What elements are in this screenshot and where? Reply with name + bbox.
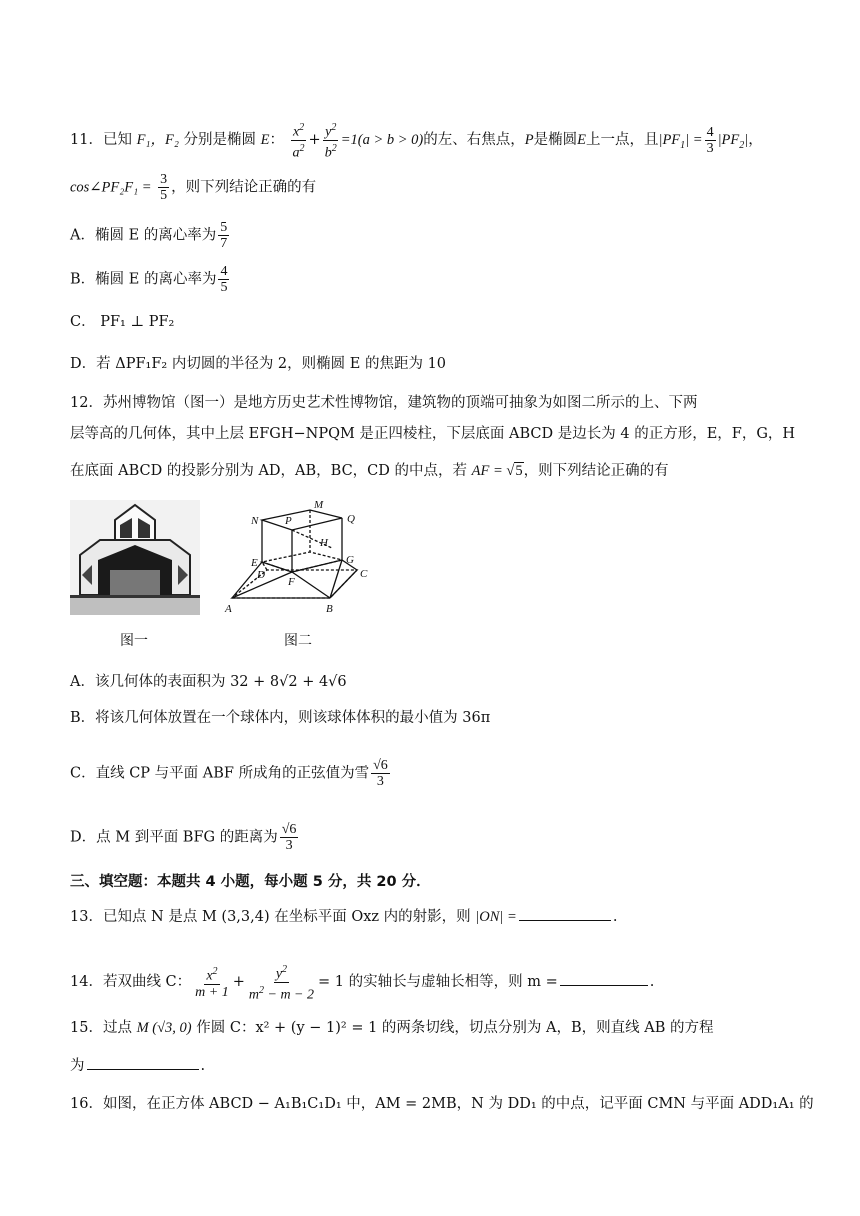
q12-c-num: √6 — [373, 758, 388, 773]
museum-photo — [70, 500, 200, 615]
q15-line1 — [70, 1018, 714, 1038]
q11-tail: ，则下列结论正确的有 — [171, 179, 317, 196]
q15-point: M (√3, 0) — [136, 1020, 192, 1036]
frac-4-3: $\frac{4}{3}$ — [706, 124, 714, 156]
q11-option-d: D．若 ΔPF₁F₂ 内切圆的半径为 2，则椭圆 E 的焦距为 10 — [70, 356, 447, 372]
q12-d-den: 3 — [285, 838, 293, 853]
q11-option-c: C． PF₁ ⊥ PF₂ — [70, 314, 175, 330]
svg-text:C: C — [360, 568, 368, 580]
q15-end: . — [200, 1058, 206, 1074]
figure1-caption: 图一 — [120, 633, 148, 649]
q13 — [70, 907, 617, 927]
q11-condition: (a > b > 0) — [357, 132, 424, 149]
q12-d-frac — [280, 822, 299, 853]
q15-text-c: 作圆 C：x² + (y − 1)² = 1 的两条切线，切点分别为 A，B，则直线 AB 的方程 — [196, 1020, 714, 1036]
q11-ellipse: E — [260, 132, 270, 149]
q14-text-a: 14．若双曲线 C： — [70, 974, 192, 991]
q12-c-frac — [371, 758, 390, 789]
svg-text:D: D — [257, 569, 265, 581]
q11-cos: cos∠PF₂F₁ = — [70, 179, 152, 196]
section-heading: 三、填空题：本题共 4 小题，每小题 5 分，共 20 分． — [70, 874, 431, 890]
frac-x2-m1: $\frac{x^2}{m + 1}$ — [195, 966, 229, 1000]
q15-line2 — [70, 1056, 205, 1076]
q14-end: . — [649, 974, 655, 991]
q11-option-b-text: B．椭圆 E 的离心率为 — [70, 271, 217, 288]
figure2-caption: 图二 — [284, 633, 312, 649]
q11-option-a-text: A．椭圆 E 的离心率为 — [70, 227, 217, 244]
q16-line1: 16．如图，在正方体 ABCD − A₁B₁C₁D₁ 中，AM = 2MB，N 为 DD₁ 的中点，记平面 CMN 与平面 ADD₁A₁ 的 — [70, 1096, 814, 1112]
svg-text:N: N — [251, 515, 259, 527]
frac-3-5: $\frac{3}{5}$ — [160, 172, 168, 203]
svg-text:G: G — [346, 554, 354, 566]
q11-mid2: 是椭圆 — [533, 132, 578, 149]
q11-mid3: 上一点，且 — [585, 132, 659, 149]
solid-diagram — [222, 500, 382, 620]
q11-b-den: 5 — [220, 280, 228, 295]
q14-answer-blank[interactable] — [560, 985, 648, 986]
q12-option-b: B．将该几何体放置在一个球体内，则该球体体积的最小值为 36π — [70, 710, 491, 726]
q14: 14．若双曲线 C： $\frac{x^2}{m + 1}$ + $\frac{y^2}{m^2 - m - 2}$ = 1 的实轴长与虚轴长相等，则 m = . — [70, 964, 655, 1003]
q12-line3-b: ，则下列结论正确的有 — [523, 463, 669, 479]
svg-text:H: H — [320, 537, 328, 549]
q11-b-num: 4 — [220, 264, 228, 279]
svg-text:F: F — [288, 576, 295, 588]
q12-line3: 在底面 ABCD 的投影分别为 AD，AB，BC，CD 的中点，若 AF = √5，则下列结论正确的有 — [70, 463, 669, 479]
q12-option-d — [70, 822, 300, 853]
svg-text:M: M — [314, 500, 324, 511]
q11-a-den: 7 — [220, 236, 228, 251]
frac-y2-b2: $\frac{y^2}{b^2}$ — [324, 122, 337, 161]
q11-prefix: 11．已知 — [70, 132, 132, 149]
q12-c-den: 3 — [376, 774, 384, 789]
q12-d-num: √6 — [281, 822, 297, 837]
q13-on: |ON| = — [475, 909, 517, 925]
q11-option-a — [70, 220, 231, 251]
q11-option-b-frac — [218, 264, 229, 295]
q12-option-a: A．该几何体的表面积为 32 + 8√2 + 4√6 — [70, 674, 347, 690]
q11-a-num: 5 — [220, 220, 228, 235]
svg-text:E: E — [251, 557, 258, 569]
q11-foci: F₁，F₂ — [136, 132, 179, 149]
q12-line3-a: 在底面 ABCD 的投影分别为 AD，AB，BC，CD 的中点，若 — [70, 463, 468, 479]
q13-end: . — [612, 909, 618, 925]
q12-line1: 12．苏州博物馆（图一）是地方历史艺术性博物馆，建筑物的顶端可抽象为如图二所示的上、下两 — [70, 395, 698, 411]
q12-option-c-text: C．直线 CP 与平面 ABF 所成角的正弦值为雪 — [70, 765, 370, 782]
q11-line2 — [70, 172, 316, 203]
q15-text-a: 15．过点 — [70, 1020, 132, 1036]
svg-text:P: P — [285, 515, 292, 527]
q11-ellipse-2: E — [577, 132, 586, 149]
svg-text:Q: Q — [347, 513, 355, 525]
q12-option-c — [70, 758, 392, 789]
q14-text-b: = 1 的实轴长与虚轴长相等，则 m = — [318, 974, 558, 991]
svg-text:B: B — [326, 603, 333, 615]
q11-sep: 分别是椭圆 — [183, 132, 256, 149]
q12-line2: 层等高的几何体，其中上层 EFGH−NPQM 是正四棱柱，下层底面 ABCD 是边长为 4 的正方形，E，F，G，H — [70, 426, 796, 442]
q11-mid: 的左、右焦点， — [423, 132, 525, 149]
frac-x2-a2: $\frac{x^2}{a^2}$ — [292, 122, 305, 161]
q15-answer-blank[interactable] — [87, 1069, 199, 1070]
q15-line2-text: 为 — [70, 1058, 85, 1074]
q13-answer-blank[interactable] — [519, 920, 611, 921]
q11-option-b — [70, 264, 231, 295]
q12-option-d-text: D．点 M 到平面 BFG 的距离为 — [70, 829, 278, 846]
frac-y2-m2: $\frac{y^2}{m^2 - m - 2}$ — [248, 964, 315, 1003]
q11-point: P — [524, 132, 534, 149]
q11-line1: 11．已知 F₁，F₂ 分别是椭圆 E： $\frac{x^2}{a^2}$ + $\frac{y^2}{b^2}$ =1(a > b > 0)的左、右焦点，P是椭圆E上一点，且$|PF_1|$ = $\frac{4}{3}$ $|PF_2|$， — [70, 122, 763, 161]
q13-text: 13．已知点 N 是点 M (3,3,4) 在坐标平面 Oxz 内的射影，则 — [70, 909, 471, 925]
svg-text:A: A — [225, 603, 232, 615]
q11-option-a-frac — [218, 220, 229, 251]
